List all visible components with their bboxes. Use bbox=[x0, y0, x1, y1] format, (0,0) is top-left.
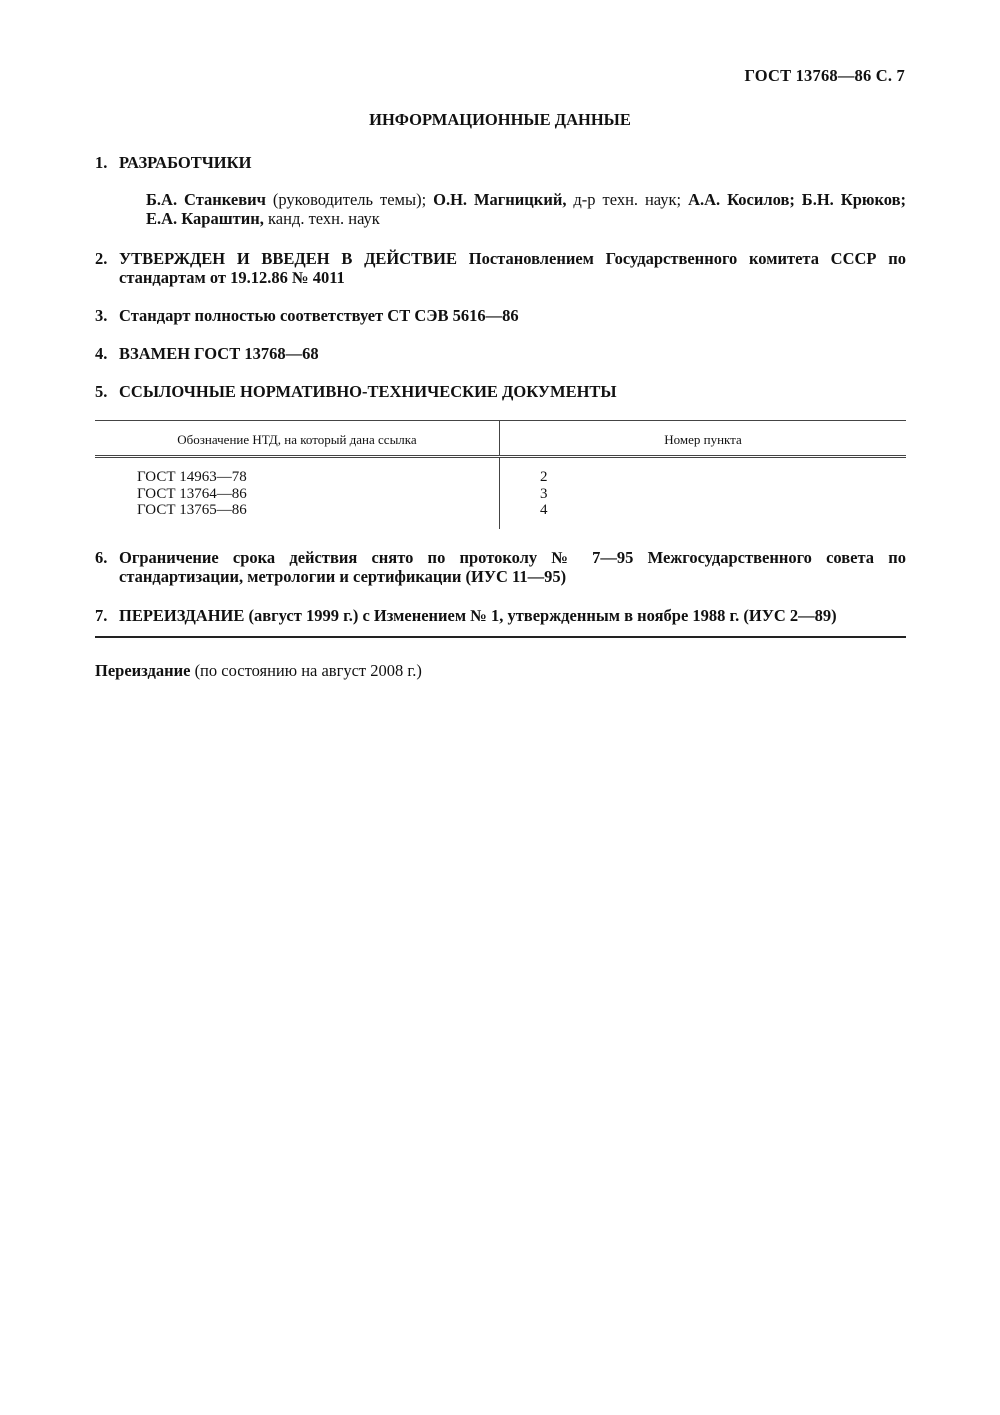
table-header bbox=[95, 421, 906, 458]
section-number: 6. bbox=[95, 548, 108, 567]
section-heading: УТВЕРЖДЕН И ВВЕДЕН В ДЕЙСТВИЕ bbox=[119, 249, 458, 268]
table-cell-item: 2 bbox=[540, 469, 548, 485]
section-heading: ВЗАМЕН ГОСТ 13768—68 bbox=[119, 344, 319, 363]
developer-name: А.А. Косилов; Б.Н. Крюков; Е.А. Караштин, bbox=[146, 190, 907, 228]
table-cell-item: 4 bbox=[540, 502, 548, 518]
item-number-column bbox=[500, 458, 906, 529]
section-number: 7. bbox=[95, 606, 108, 625]
developer-role: д-р техн. наук; bbox=[566, 190, 689, 209]
developers-list bbox=[146, 190, 906, 228]
reissue-text: (по состоянию на август 2008 г.) bbox=[190, 661, 422, 680]
section-2 bbox=[95, 249, 906, 287]
section-number: 5. bbox=[95, 382, 108, 401]
section-number: 1. bbox=[95, 153, 108, 172]
divider bbox=[95, 636, 906, 638]
section-heading: РАЗРАБОТЧИКИ bbox=[119, 153, 252, 172]
section-number: 3. bbox=[95, 306, 108, 325]
table-cell-item: 3 bbox=[540, 485, 548, 502]
section-text: Стандарт полностью соответствует СТ СЭВ 5616—86 bbox=[119, 306, 519, 325]
developer-role: (руководитель темы); bbox=[265, 190, 434, 209]
section-text: Постановлением Государственного комитета СССР по стандартам от 19.12.86 № 4011 bbox=[119, 249, 906, 287]
reissue-label: Переиздание bbox=[95, 661, 191, 680]
section-7 bbox=[95, 606, 906, 625]
table-body bbox=[95, 458, 906, 529]
table-cell-document: ГОСТ 13765—86 bbox=[137, 502, 247, 518]
section-text: Ограничение срока действия снято по протоколу № 7—95 Межгосударственного совета по стандартизации, метрологии и сертификации (ИУС 11—95) bbox=[119, 548, 906, 586]
section-heading: ССЫЛОЧНЫЕ НОРМАТИВНО-ТЕХНИЧЕСКИЕ ДОКУМЕНТЫ bbox=[119, 382, 617, 401]
developer-name: Б.А. Станкевич bbox=[146, 190, 266, 209]
reissue-note bbox=[95, 661, 422, 681]
section-1 bbox=[95, 153, 906, 172]
section-number: 4. bbox=[95, 344, 108, 363]
section-4 bbox=[95, 344, 906, 363]
section-text: ПЕРЕИЗДАНИЕ (август 1999 г.) с Изменением № 1, утвержденным в ноябре 1988 г. (ИУС 2—89) bbox=[119, 606, 837, 625]
section-number: 2. bbox=[95, 249, 108, 268]
section-3 bbox=[95, 306, 906, 325]
column-header-item-number: Номер пункта bbox=[664, 432, 742, 447]
document-column bbox=[95, 458, 500, 529]
section-5 bbox=[95, 382, 906, 401]
reference-documents-table bbox=[95, 420, 906, 529]
developer-role: канд. техн. наук bbox=[263, 209, 380, 228]
column-header-document: Обозначение НТД, на который дана ссылка bbox=[95, 421, 500, 455]
section-6 bbox=[95, 548, 906, 586]
document-title: ИНФОРМАЦИОННЫЕ ДАННЫЕ bbox=[369, 110, 631, 129]
table-cell-document: ГОСТ 14963—78 bbox=[137, 469, 247, 485]
page-header: ГОСТ 13768—86 С. 7 bbox=[744, 66, 905, 85]
table-cell-document: ГОСТ 13764—86 bbox=[137, 485, 247, 502]
developer-name: О.Н. Магницкий, bbox=[433, 190, 567, 209]
